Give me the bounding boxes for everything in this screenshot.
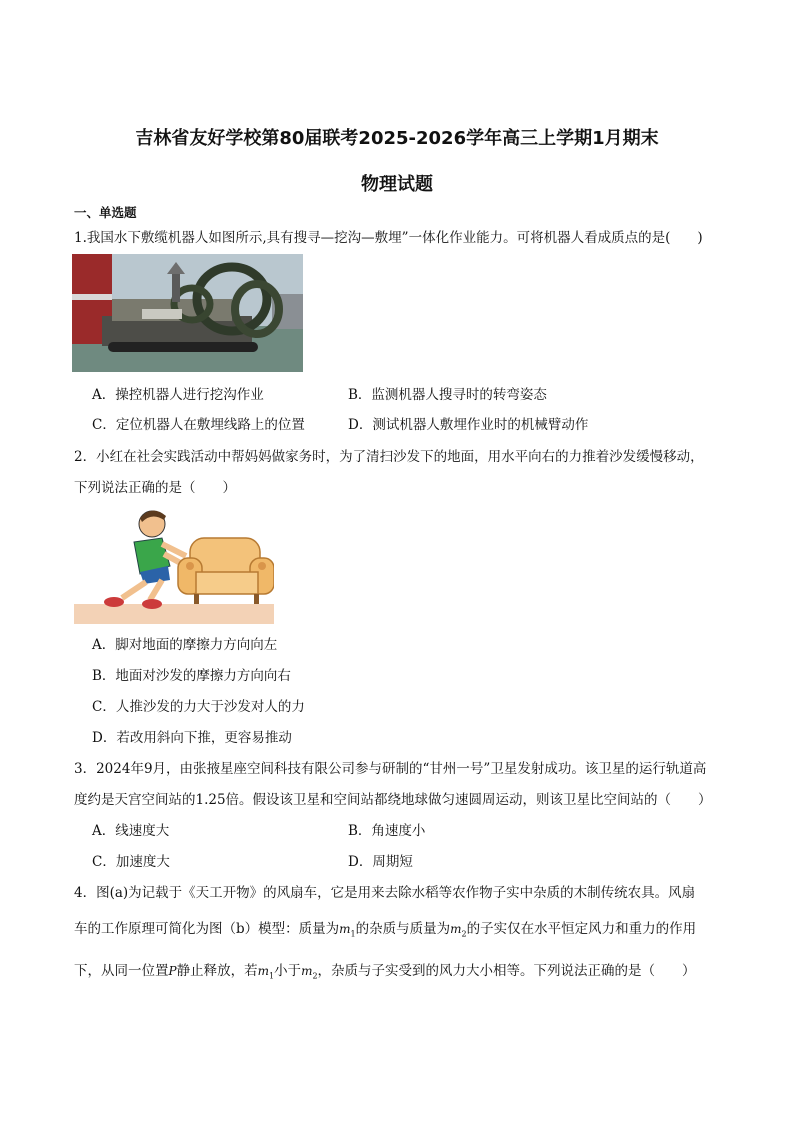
- mass-m1-symbol: [257, 964, 275, 981]
- mass-subscript-1: 1: [350, 929, 356, 939]
- q4-line2-text-a: 车的工作原理可简化为图（b）模型：质量为: [74, 921, 340, 937]
- q4-line3-text-c: 小于: [274, 963, 302, 979]
- mass-symbol-m: m: [339, 922, 351, 936]
- mass-subscript-2: 2: [461, 929, 467, 939]
- point-p-symbol: P: [168, 964, 177, 978]
- question-3-stem-line1: 3．2024年9月，由张掖星座空间科技有限公司参与研制的“甘州一号”卫星发射成功。该卫星的运行轨道高: [74, 761, 707, 777]
- mass-symbol-m: m: [450, 922, 462, 936]
- q4-line3-text-b: 静止释放，若: [176, 963, 258, 979]
- robot-photo-illustration: [72, 254, 303, 372]
- mass-subscript-1: 1: [268, 971, 275, 981]
- mass-subscript-2: 2: [312, 971, 318, 981]
- q2-option-c: C．人推沙发的力大于沙发对人的力: [92, 699, 305, 715]
- q2-option-d: D．若改用斜向下推，更容易推动: [92, 730, 292, 746]
- question-4-line3: [74, 962, 696, 985]
- sofa-push-illustration: [74, 504, 274, 624]
- q2-option-a: A．脚对地面的摩擦力方向向左: [92, 637, 278, 653]
- q3-option-a: A．线速度大: [92, 823, 170, 839]
- question-2-stem-line2: 下列说法正确的是（ ）: [74, 480, 236, 496]
- underwater-cable-robot-image: [72, 254, 303, 372]
- mass-m2-symbol: [301, 964, 318, 981]
- q1-option-a: A．操控机器人进行挖沟作业: [92, 387, 264, 403]
- q1-option-c: C．定位机器人在敷埋线路上的位置: [92, 417, 305, 433]
- person-pushing-sofa-image: [74, 504, 274, 624]
- section-heading: 一、单选题: [74, 205, 137, 220]
- mass-symbol-m: m: [257, 964, 269, 978]
- q4-line3-text-a: 下，从同一位置: [74, 963, 169, 979]
- mass-symbol-m: m: [301, 964, 313, 978]
- question-4-line1: 4．图(a)为记载于《天工开物》的风扇车，它是用来去除水稻等农作物子实中杂质的木制传统农具。风扇: [74, 885, 696, 901]
- q4-line2-text-c: 的子实仅在水平恒定风力和重力的作用: [466, 921, 697, 937]
- mass-m2-symbol: [450, 922, 467, 939]
- question-1-stem: 1.我国水下敷缆机器人如图所示,具有搜寻—挖沟—敷埋”一体化作业能力。可将机器人看成质点的是( ): [74, 230, 703, 246]
- q3-option-c: C．加速度大: [92, 854, 170, 870]
- q1-option-d: D．测试机器人敷埋作业时的机械臂动作: [348, 417, 589, 433]
- exam-title: 吉林省友好学校第80届联考2025-2026学年高三上学期1月期末: [135, 128, 659, 149]
- exam-subtitle: 物理试题: [361, 174, 433, 195]
- mass-m1-symbol: [339, 922, 356, 939]
- question-3-stem-line2: 度约是天宫空间站的1.25倍。假设该卫星和空间站都绕地球做匀速圆周运动，则该卫星比空间站的（ ）: [74, 792, 712, 808]
- q3-option-b: B．角速度小: [348, 823, 426, 839]
- q4-line2-text-b: 的杂质与质量为: [355, 921, 451, 937]
- question-2-stem-line1: 2．小红在社会实践活动中帮妈妈做家务时，为了清扫沙发下的地面，用水平向右的力推着沙发缓慢移动，: [74, 449, 704, 465]
- q1-option-b: B．监测机器人搜寻时的转弯姿态: [348, 387, 547, 403]
- question-4-line2: [74, 920, 696, 943]
- q4-line3-text-d: ，杂质与子实受到的风力大小相等。下列说法正确的是（ ）: [317, 963, 696, 979]
- q3-option-d: D．周期短: [348, 854, 413, 870]
- q2-option-b: B．地面对沙发的摩擦力方向向右: [92, 668, 291, 684]
